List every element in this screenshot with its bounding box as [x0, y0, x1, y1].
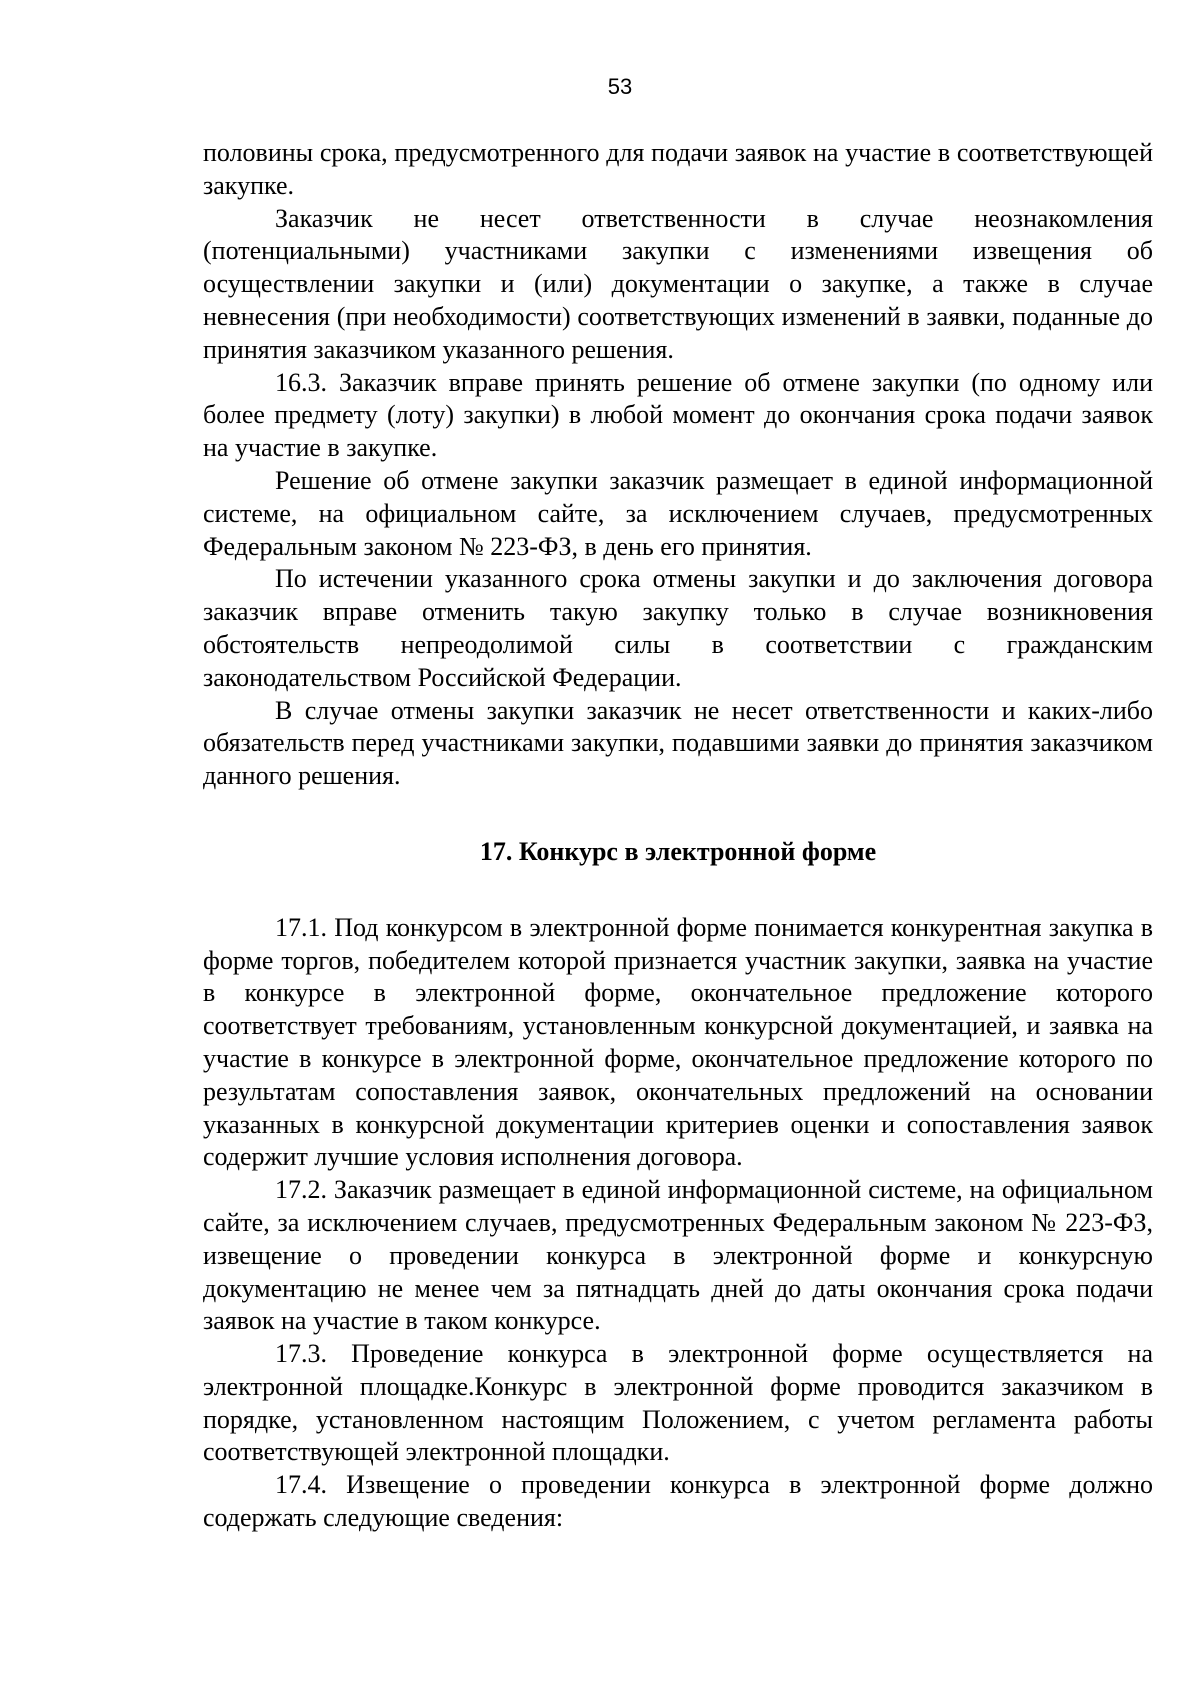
page-number: 53 [607, 74, 633, 99]
paragraph-continuation: половины срока, предусмотренного для подачи заявок на участие в соответствующей закупке. [203, 138, 1153, 200]
paragraph: В случае отмены закупки заказчик не несет ответственности и каких-либо обязательств перед участниками закупки, подавшими заявки до принятия заказчиком данного решения. [203, 695, 1153, 791]
paragraph-17-1: 17.1. Под конкурсом в электронной форме понимается конкурентная закупка в форме торгов, победителем которой признается участник закупки, заявка на участие в конкурсе в электронной форме, окончательное предложение которого соответствует требованиям, установленным конкурсной документацией, и заявка на участие в конкурсе в электронной форме, окончательное предложение которого по результатам сопоставления заявок, окончательных предложений на основании указанных в конкурсной документации критериев оценки и сопоставления заявок содержит лучшие условия исполнения договора. [203, 912, 1153, 1172]
paragraph: Заказчик не несет ответственности в случае неознакомления (потенциальными) участниками закупки с изменениями извещения об осуществлении закупки и (или) документации о закупке, а также в случае невнесения (при необходимости) соответствующих изменений в заявки, поданные до принятия заказчиком указанного решения. [203, 203, 1153, 364]
section-heading: 17. Конкурс в электронной форме [479, 836, 877, 866]
paragraph-17-2: 17.2. Заказчик размещает в единой информационной системе, на официальном сайте, за исключением случаев, предусмотренных Федеральным законом № 223-ФЗ, извещение о проведении конкурса в электронной форме и конкурсную документацию не менее чем за пятнадцать дней до даты окончания срока подачи заявок на участие в таком конкурсе. [203, 1175, 1153, 1336]
paragraph: По истечении указанного срока отмены закупки и до заключения договора заказчик вправе отменить такую закупку только в случае возникновения обстоятельств непреодолимой силы в соответствии с гражданским законодательством Российской Федерации. [203, 564, 1153, 692]
document-body [203, 137, 1153, 1535]
paragraph-17-4: 17.4. Извещение о проведении конкурса в электронной форме должно содержать следующие сведения: [203, 1470, 1153, 1533]
paragraph-16-3: 16.3. Заказчик вправе принять решение об отмене закупки (по одному или более предмету (лоту) закупки) в любой момент до окончания срока подачи заявок на участие в закупке. [203, 367, 1153, 463]
paragraph-17-3: 17.3. Проведение конкурса в электронной форме осуществляется на электронной площадке.Конкурс в электронной форме проводится заказчиком в порядке, установленном настоящим Положением, с учетом регламента работы соответствующей электронной площадки. [203, 1339, 1153, 1467]
paragraph: Решение об отмене закупки заказчик размещает в единой информационной системе, на официальном сайте, за исключением случаев, предусмотренных Федеральным законом № 223-ФЗ, в день его принятия. [203, 465, 1153, 561]
